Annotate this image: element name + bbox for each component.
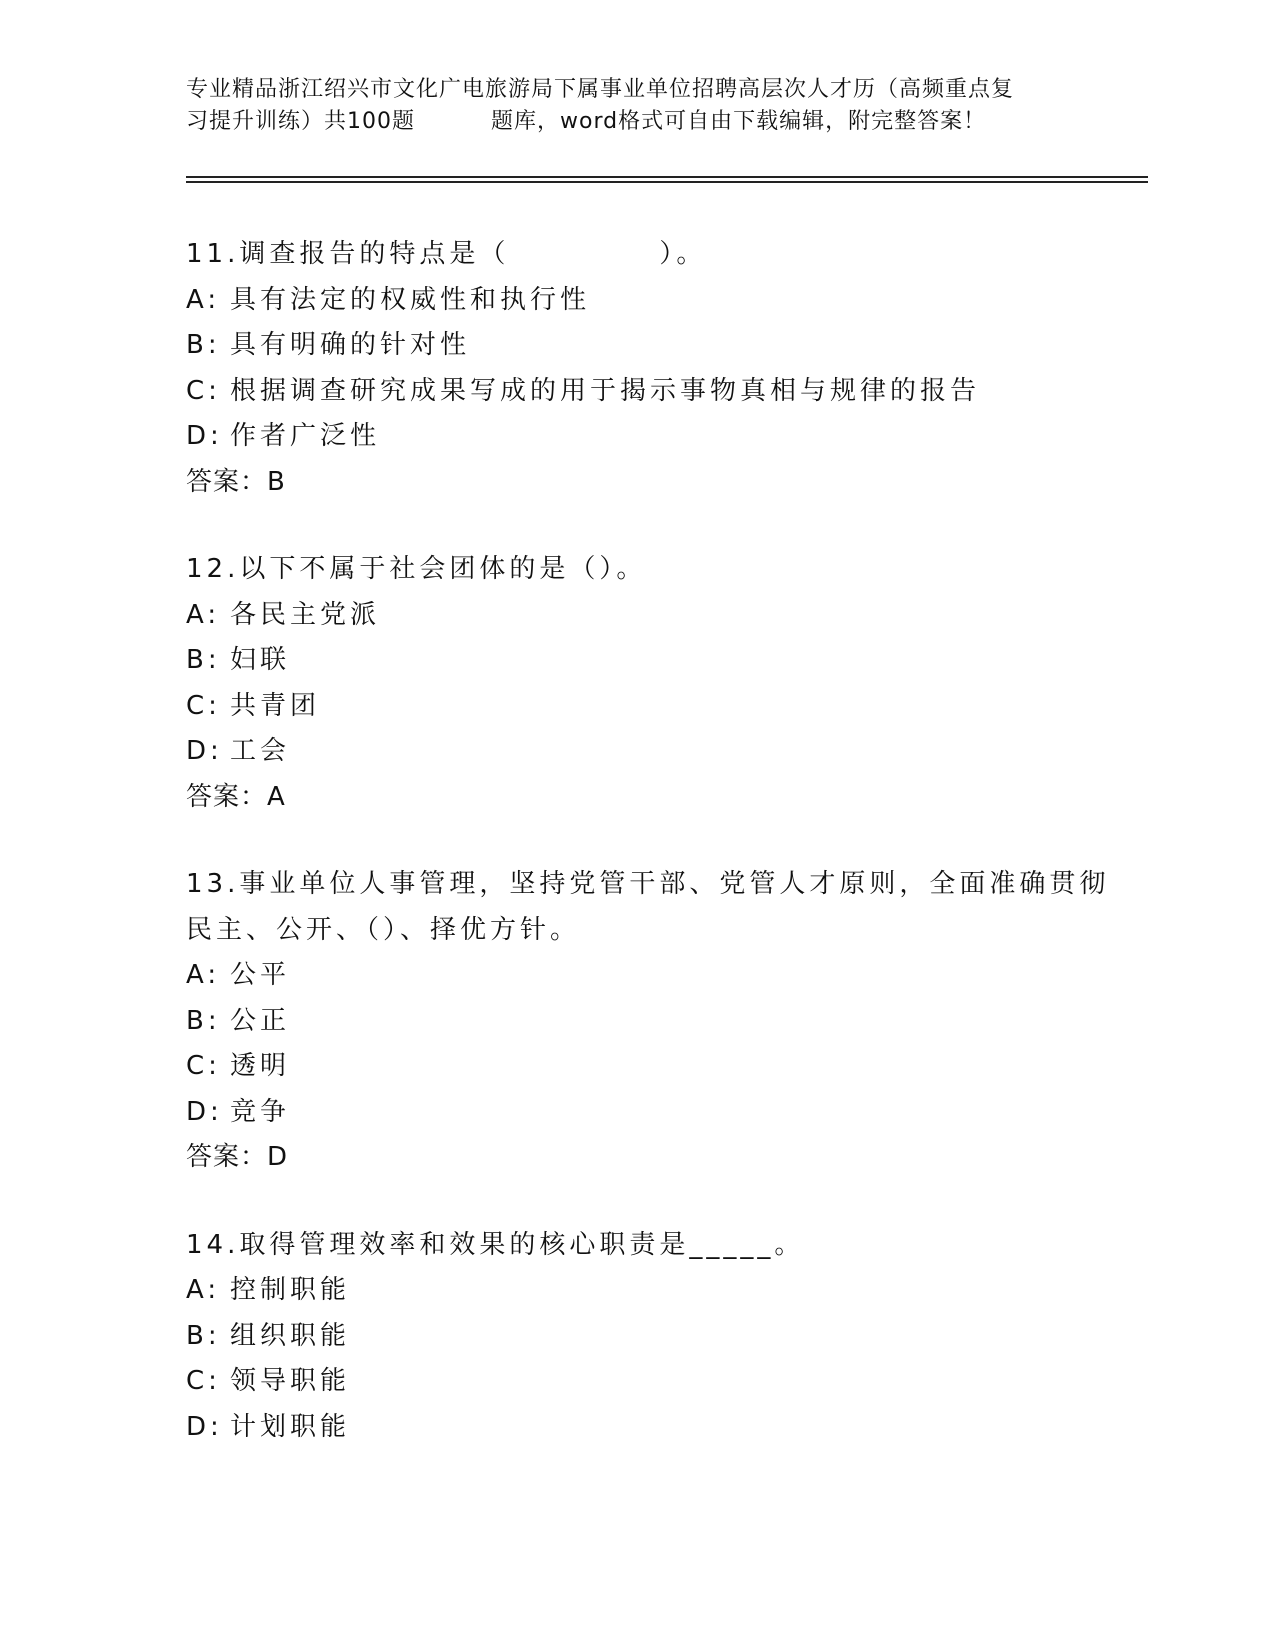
answer-line bbox=[186, 460, 1086, 506]
option-letter: A: bbox=[186, 284, 221, 315]
option-c bbox=[186, 684, 1086, 730]
header-line-2 bbox=[186, 106, 1086, 138]
option-c bbox=[186, 1359, 1086, 1405]
option-b bbox=[186, 1314, 1086, 1360]
option-text: 工会 bbox=[230, 736, 291, 766]
option-a bbox=[186, 593, 1086, 639]
option-letter: A: bbox=[186, 1275, 221, 1305]
option-letter: C: bbox=[186, 1366, 221, 1396]
answer-label: 答案： bbox=[186, 466, 268, 497]
question-stem bbox=[186, 547, 1086, 593]
option-a bbox=[186, 278, 1086, 324]
option-b bbox=[186, 999, 1086, 1045]
header-divider-bottom bbox=[186, 181, 1148, 183]
option-letter: A: bbox=[186, 960, 221, 990]
question-stem-text: 14.取得管理效率和效果的核心职责是_____。 bbox=[186, 1229, 805, 1260]
option-text: 计划职能 bbox=[230, 1411, 351, 1442]
option-letter: B: bbox=[186, 330, 221, 360]
question-stem bbox=[186, 232, 1086, 278]
option-b bbox=[186, 323, 1086, 369]
option-text: 控制职能 bbox=[230, 1275, 351, 1305]
header-line-1: 专业精品浙江绍兴市文化广电旅游局下属事业单位招聘高层次人才历（高频重点复 bbox=[186, 77, 1015, 102]
option-d bbox=[186, 414, 1086, 460]
question-stem-text: 13.事业单位人事管理，坚持党管干部、党管人才原则，全面准确贯彻 bbox=[186, 869, 1110, 899]
option-text: 共青团 bbox=[230, 690, 321, 721]
option-letter: D: bbox=[186, 1096, 223, 1127]
option-d bbox=[186, 1090, 1086, 1136]
answer-value: D bbox=[267, 1142, 289, 1172]
option-letter: D: bbox=[186, 1411, 223, 1442]
question-stem-text: 12.以下不属于社会团体的是（）。 bbox=[186, 554, 647, 584]
option-letter: B: bbox=[186, 1005, 221, 1036]
answer-label: 答案： bbox=[186, 1142, 268, 1172]
header-divider-top bbox=[186, 176, 1148, 178]
question-stem-continuation: 民主、公开、（）、择优方针。 bbox=[186, 914, 581, 945]
option-text: 组织职能 bbox=[230, 1320, 351, 1351]
option-a bbox=[186, 953, 1086, 999]
question-stem bbox=[186, 862, 1110, 953]
option-text: 具有法定的权威性和执行性 bbox=[230, 284, 591, 315]
answer-value: A bbox=[267, 781, 286, 812]
option-text: 根据调查研究成果写成的用于揭示事物真相与规律的报告 bbox=[230, 375, 981, 406]
option-text: 各民主党派 bbox=[230, 599, 381, 630]
option-c bbox=[186, 1044, 1086, 1090]
option-d bbox=[186, 1405, 1086, 1451]
answer-value: B bbox=[267, 466, 286, 497]
option-text: 具有明确的针对性 bbox=[230, 330, 471, 360]
answer-label: 答案： bbox=[186, 781, 268, 812]
question-14 bbox=[186, 1223, 1086, 1451]
question-list bbox=[186, 232, 1110, 1492]
option-d bbox=[186, 729, 1086, 775]
option-b bbox=[186, 638, 1086, 684]
option-text: 作者广泛性 bbox=[230, 421, 381, 451]
option-letter: C: bbox=[186, 690, 221, 721]
option-letter: C: bbox=[186, 375, 221, 406]
option-a bbox=[186, 1268, 1086, 1314]
question-12 bbox=[186, 547, 1086, 820]
option-text: 竞争 bbox=[230, 1096, 291, 1127]
answer-line bbox=[186, 775, 1086, 821]
option-letter: C: bbox=[186, 1051, 221, 1081]
option-c bbox=[186, 369, 1086, 415]
answer-line bbox=[186, 1135, 1086, 1181]
option-letter: D: bbox=[186, 736, 223, 766]
header-line-2-right: 题库，word格式可自由下载编辑，附完整答案！ bbox=[491, 109, 987, 134]
option-text: 妇联 bbox=[230, 645, 291, 675]
document-header bbox=[186, 74, 1086, 138]
question-stem bbox=[186, 1223, 1086, 1269]
question-11 bbox=[186, 232, 1086, 505]
option-text: 透明 bbox=[230, 1051, 291, 1081]
question-13 bbox=[186, 862, 1110, 1181]
option-letter: D: bbox=[186, 421, 223, 451]
option-text: 公正 bbox=[230, 1005, 291, 1036]
option-letter: B: bbox=[186, 645, 221, 675]
option-text: 领导职能 bbox=[230, 1366, 351, 1396]
option-letter: B: bbox=[186, 1320, 221, 1351]
option-letter: A: bbox=[186, 599, 221, 630]
option-text: 公平 bbox=[230, 960, 291, 990]
question-stem-text: 11.调查报告的特点是（ ）。 bbox=[186, 239, 707, 269]
header-line-2-left: 习提升训练）共100题 bbox=[186, 109, 415, 134]
